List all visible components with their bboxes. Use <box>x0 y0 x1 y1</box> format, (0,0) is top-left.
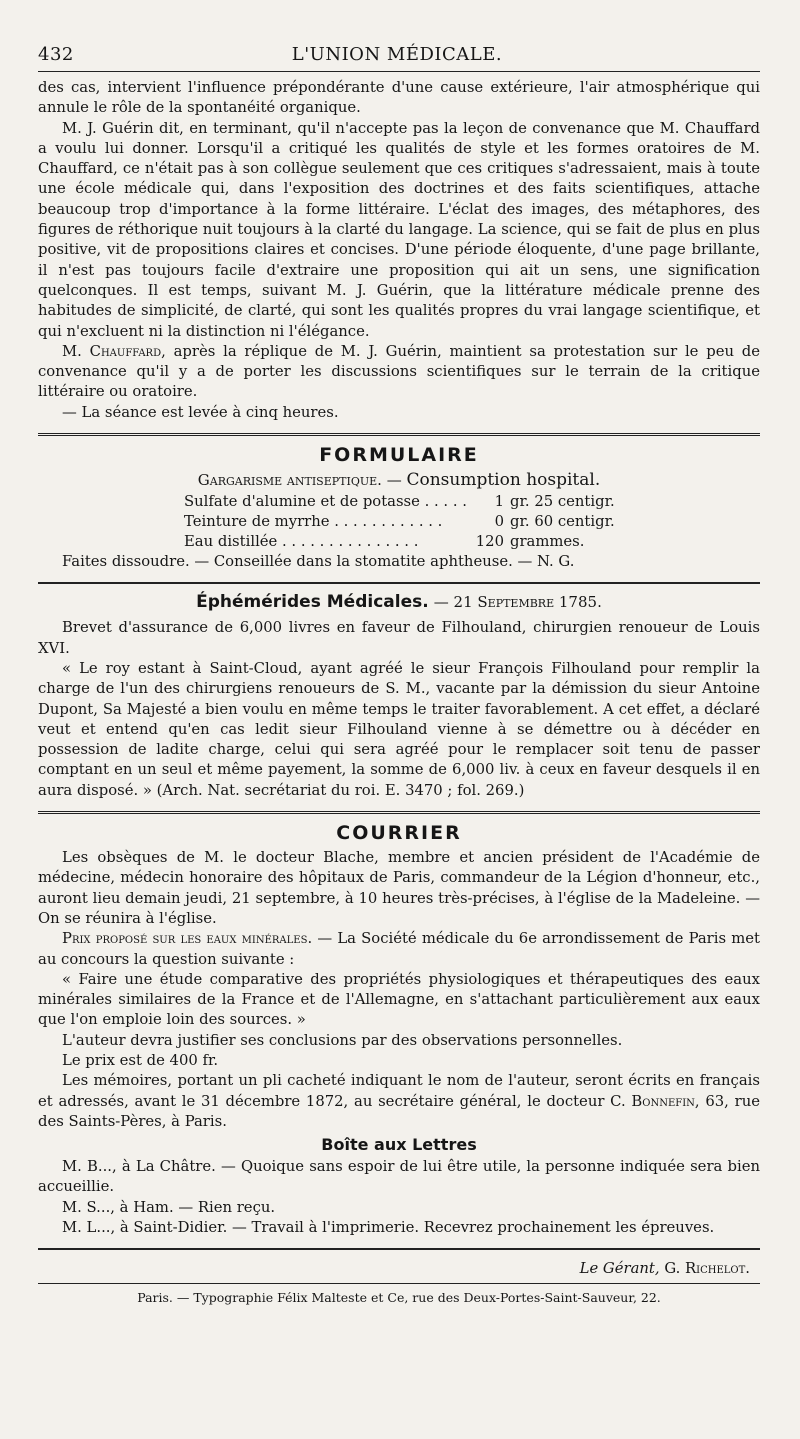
ingredient-qty: 120 <box>475 533 504 551</box>
letter-item: M. B..., à La Châtre. — Quoique sans espoir de lui être utile, la personne indiquée sera bien accueillie. <box>38 1158 760 1196</box>
section-rule <box>38 433 760 436</box>
ingredient-qty: 1 <box>494 493 504 511</box>
printer-imprint: Paris. — Typographie Félix Malteste et Ce, rue des Deux-Portes-Saint-Sauveur, 22. <box>137 1290 661 1306</box>
paragraph-text: , 63, rue des Saints-Pères, à Paris. <box>38 1092 760 1130</box>
paragraph: M. J. Guérin dit, en terminant, qu'il n'accepte pas la leçon de convenance que M. Chauffard a voulu lui donner. Lorsqu'il a critiqué les qualités de style et les formes oratoires de M. Chauffard, ce n'était pas à son collègue seulement que ces critiques s'adressaient, mais à toute une école médicale qui, dans l'exposition des doctrines et des faits scientifiques, attache beaucoup trop d'importance à la forme littéraire. L'éclat des images, des métaphores, des figures de réthorique nuit toujours à la clarté du langage. La science, qui se fait de plus en plus positive, vit de propositions claires et concises. D'une période éloquente, d'une page brillante, il n'est pas toujours facile d'extraire une proposition qui ait un sens, une signification quelconques. Il est temps, suivant M. J. Guérin, que la littérature médicale prenne des habitudes de simplicité, de clarté, qui sont les qualités propres du vrai langage scientifique, et qui n'excluent ni la distinction ni l'élégance. <box>38 119 760 340</box>
academy-report <box>38 78 760 423</box>
ingredient-row <box>184 512 760 532</box>
paragraph-text: — La Société médicale du 6e arrondissement de Paris met au concours la question suivante : <box>38 930 760 968</box>
letters-title: Boîte aux Lettres <box>321 1135 477 1155</box>
prescription-dash: — <box>381 471 407 490</box>
section-title: COURRIER <box>336 822 462 845</box>
paragraph: des cas, intervient l'influence prépondérante d'une cause extérieure, l'air atmosphérique qui annule le rôle de la spontanéité organique. <box>38 79 760 117</box>
paragraph: Le prix est de 400 fr. <box>62 1051 219 1069</box>
ingredient-name: Eau distillée . . . . . . . . . . . . . . . <box>184 533 419 551</box>
prescription-title <box>38 470 760 490</box>
section-rule <box>38 811 760 814</box>
paragraph: « Le roy estant à Saint-Cloud, ayant agréé le sieur François Filhouland pour remplir la charge de l'un des chirurgiens renoueurs de S. M., vacante par la démission du sieur Antoine Dupont, Sa Majesté a bien voulu en même temps le traiter favorablement. A cet effet, a déclaré veut et entend qu'en cas ledit sieur Filhouland vienne à se démettre ou à décéder en possession de ladite charge, celui qui sera agréé pour le remplacer soit tenu de passer comptant en un seul et même payement, la somme de 6,000 liv. à ceux en faveur desquels il en aura disposé. » (Arch. Nat. secrétariat du roi. E. 3470 ; fol. 269.) <box>38 659 760 799</box>
paragraph: L'auteur devra justifier ses conclusions par des observations personnelles. <box>62 1031 623 1049</box>
ephemerides-title: Éphémérides Médicales. <box>196 592 429 613</box>
ingredient-row <box>184 532 760 552</box>
paragraph: — La séance est levée à cinq heures. <box>62 403 339 421</box>
paragraph <box>38 929 760 970</box>
paragraph <box>38 342 760 403</box>
section-title <box>38 592 760 612</box>
header-rule <box>38 71 760 72</box>
paragraph: Brevet d'assurance de 6,000 livres en faveur de Filhouland, chirurgien renoueur de Louis XVI. <box>38 619 760 657</box>
footer-rule <box>38 1283 760 1284</box>
section-title: FORMULAIRE <box>319 444 479 467</box>
ephemerides-date: — 21 Septembre 1785. <box>433 593 602 612</box>
journal-title: L'UNION MÉDICALE. <box>291 44 503 65</box>
ingredient-row <box>184 492 760 512</box>
prize-label: Prix proposé sur les eaux minérales. <box>62 930 313 948</box>
footer-rule <box>38 1248 760 1250</box>
page-number: 432 <box>38 44 74 65</box>
signature <box>38 1260 750 1277</box>
paragraph-text: Les mémoires, portant un pli cacheté indiquant le nom de l'auteur, seront écrits en français et adressés, avant le 31 décembre 1872, au secrétaire général, le docteur <box>38 1072 760 1110</box>
letter-item: M. L..., à Saint-Didier. — Travail à l'imprimerie. Recevrez prochainement les épreuves. <box>62 1219 715 1237</box>
letter-item: M. S..., à Ham. — Rien reçu. <box>62 1198 276 1216</box>
ingredient-list <box>184 492 760 552</box>
prescription-instructions: Faites dissoudre. — Conseillée dans la stomatite aphtheuse. — N. G. <box>62 553 575 571</box>
ingredient-name: Teinture de myrrhe . . . . . . . . . . . . <box>184 513 443 531</box>
formulaire-section <box>38 444 760 572</box>
ephemerides-section <box>38 592 760 801</box>
ingredient-name: Sulfate d'alumine et de potasse . . . . . <box>184 493 467 511</box>
paragraph-text: , après la réplique de M. J. Guérin, maintient sa protestation sur le peu de convenance qu'il y a de porter les discussions scientifiques sur le terrain de la critique littéraire ou oratoire. <box>38 342 760 401</box>
prescription-name: Gargarisme antiseptique. <box>197 471 382 490</box>
ingredient-unit: grammes. <box>510 533 585 551</box>
courrier-section <box>38 822 760 1238</box>
ingredient-qty: 0 <box>494 513 504 531</box>
secretary-name: C. Bonnefin <box>610 1092 695 1110</box>
section-rule <box>38 582 760 584</box>
prize-question: « Faire une étude comparative des propriétés physiologiques et thérapeutiques des eaux minérales similaires de la France et de l'Allemagne, en s'attachant particulièrement aux eaux que l'on emploie loin des sources. » <box>38 970 760 1029</box>
prescription-source: Consumption hospital. <box>406 470 601 491</box>
speaker-name: M. Chauffard <box>62 342 162 360</box>
ingredient-unit: gr. 25 centigr. <box>510 493 615 511</box>
paragraph <box>38 1071 760 1132</box>
ingredient-unit: gr. 60 centigr. <box>510 513 615 531</box>
gerant-label: Le Gérant, <box>579 1260 660 1278</box>
paragraph: Les obsèques de M. le docteur Blache, membre et ancien président de l'Académie de médecine, médecin honoraire des hôpitaux de Paris, commandeur de la Légion d'honneur, etc., auront lieu demain jeudi, 21 septembre, à 10 heures très-précises, à l'église de la Madeleine. — On se réunira à l'église. <box>38 849 760 927</box>
running-head <box>38 44 760 65</box>
gerant-name: G. Richelot. <box>664 1260 750 1278</box>
